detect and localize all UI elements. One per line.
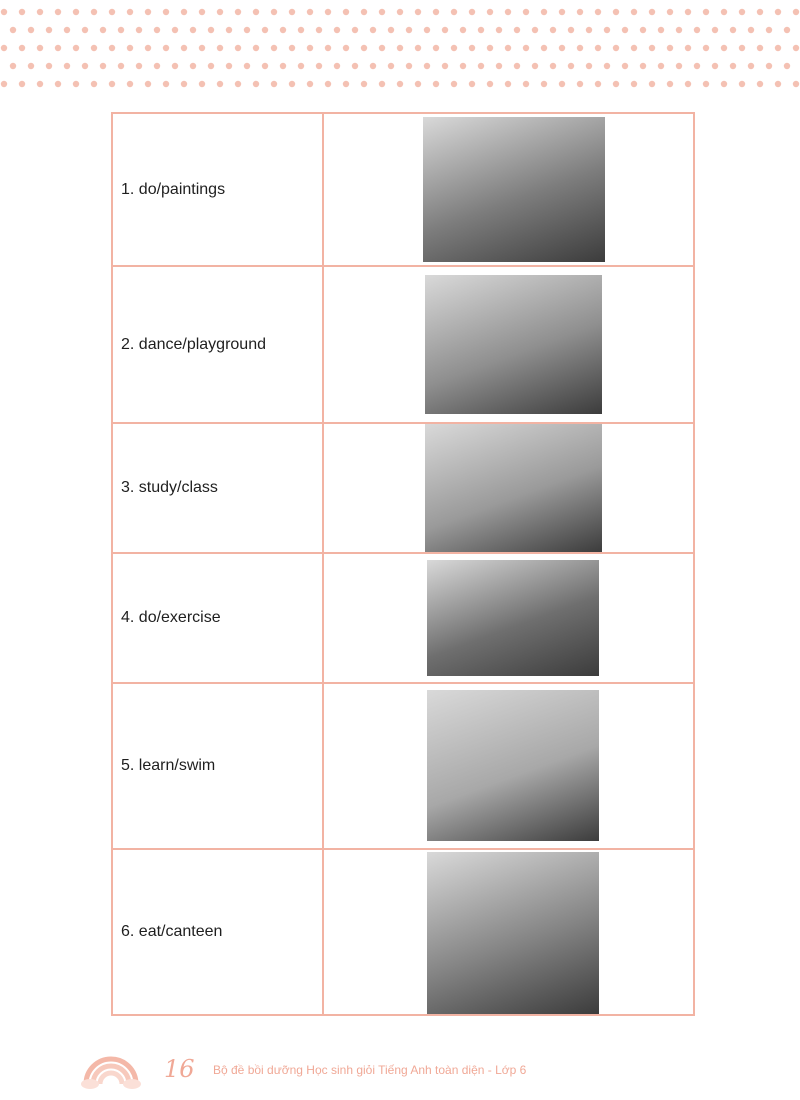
decorative-dot [19, 45, 25, 51]
decorative-dot [667, 81, 673, 87]
decorative-dot [10, 63, 16, 69]
decorative-dot [433, 9, 439, 15]
decorative-dot [766, 27, 772, 33]
photo-cell [323, 553, 694, 683]
decorative-dot [415, 81, 421, 87]
decorative-dot [379, 9, 385, 15]
decorative-dot [595, 81, 601, 87]
decorative-dot [523, 9, 529, 15]
decorative-dot [613, 81, 619, 87]
decorative-dot [586, 63, 592, 69]
decorative-dot [199, 81, 205, 87]
decorative-dot [109, 9, 115, 15]
decorative-dot [325, 45, 331, 51]
decorative-dot [361, 9, 367, 15]
decorative-dot [505, 9, 511, 15]
decorative-dot [523, 81, 529, 87]
decorative-dot [748, 27, 754, 33]
decorative-dot [127, 9, 133, 15]
exercise-label: 4. do/exercise [112, 553, 323, 683]
decorative-dot [424, 63, 430, 69]
decorative-dot [154, 63, 160, 69]
decorative-dot [289, 81, 295, 87]
decorative-dot [739, 45, 745, 51]
decorative-dot [739, 81, 745, 87]
decorative-dot [217, 45, 223, 51]
decorative-dot [721, 9, 727, 15]
decorative-dot [181, 9, 187, 15]
decorative-dot [235, 81, 241, 87]
decorative-dot [208, 27, 214, 33]
table-row [112, 113, 694, 266]
decorative-dot [649, 81, 655, 87]
decorative-dot [397, 45, 403, 51]
decorative-dot [19, 9, 25, 15]
decorative-dot [406, 63, 412, 69]
decorative-dot [640, 27, 646, 33]
decorative-dot [163, 9, 169, 15]
decorative-dot [793, 9, 799, 15]
decorative-dot [550, 63, 556, 69]
decorative-dot [10, 27, 16, 33]
rainbow-icon [80, 1040, 142, 1090]
decorative-dot [478, 63, 484, 69]
photo-cell [323, 423, 694, 553]
decorative-dot [271, 9, 277, 15]
decorative-dot [685, 45, 691, 51]
decorative-dot [298, 63, 304, 69]
decorative-dot [442, 27, 448, 33]
photo-cell [323, 113, 694, 266]
decorative-dot [694, 63, 700, 69]
decorative-dot [370, 27, 376, 33]
photo-cell [323, 683, 694, 849]
decorative-dot [343, 45, 349, 51]
decorative-dot [37, 45, 43, 51]
decorative-dot [496, 27, 502, 33]
decorative-dot [568, 27, 574, 33]
decorative-dot [703, 81, 709, 87]
decorative-dot [784, 63, 790, 69]
decorative-dot [559, 81, 565, 87]
photo-cell [323, 849, 694, 1015]
decorative-dot [289, 45, 295, 51]
decorative-dot [118, 27, 124, 33]
decorative-dot [343, 81, 349, 87]
page-number: 16 [164, 1055, 195, 1083]
decorative-dot [667, 9, 673, 15]
decorative-dot [568, 63, 574, 69]
decorative-dot [577, 81, 583, 87]
decorative-dot [37, 9, 43, 15]
decorative-dot [595, 45, 601, 51]
decorative-dot [64, 27, 70, 33]
decorative-dot [19, 81, 25, 87]
decorative-dot [73, 45, 79, 51]
decorative-dot [136, 63, 142, 69]
decorative-dot [487, 9, 493, 15]
decorative-dot [793, 81, 799, 87]
decorative-dot [514, 27, 520, 33]
decorative-dot [451, 45, 457, 51]
decorative-dot [307, 81, 313, 87]
decorative-dot [325, 81, 331, 87]
decorative-dot [631, 81, 637, 87]
decorative-dot [685, 9, 691, 15]
decorative-dot [451, 81, 457, 87]
decorative-dot [541, 9, 547, 15]
decorative-dot [73, 9, 79, 15]
table-row [112, 683, 694, 849]
decorative-dot [631, 9, 637, 15]
decorative-dot [640, 63, 646, 69]
decorative-dot [244, 63, 250, 69]
decorative-dot [775, 45, 781, 51]
decorative-dot [613, 45, 619, 51]
decorative-dot [361, 45, 367, 51]
decorative-dot [712, 63, 718, 69]
decorative-dot [154, 27, 160, 33]
decorative-dot [676, 27, 682, 33]
decorative-dot [217, 81, 223, 87]
decorative-dot [577, 45, 583, 51]
footer-book-title: Bộ đề bồi dưỡng Học sinh giỏi Tiếng Anh toàn diện - Lớp 6 [213, 1063, 527, 1077]
decorative-dot [172, 27, 178, 33]
decorative-dot [721, 81, 727, 87]
decorative-dot [514, 63, 520, 69]
decorative-dot [289, 9, 295, 15]
decorative-dot [532, 63, 538, 69]
decorative-dot [658, 27, 664, 33]
photo-students-painting-mural [423, 117, 605, 262]
decorative-dot [307, 9, 313, 15]
decorative-dot [703, 45, 709, 51]
decorative-dot [703, 9, 709, 15]
decorative-dot [595, 9, 601, 15]
exercise-label: 3. study/class [112, 423, 323, 553]
decorative-dot [181, 45, 187, 51]
decorative-dot [298, 27, 304, 33]
decorative-dot [262, 63, 268, 69]
decorative-dot [559, 9, 565, 15]
decorative-dot [622, 63, 628, 69]
decorative-dot [100, 27, 106, 33]
decorative-dot [46, 63, 52, 69]
decorative-dot [433, 45, 439, 51]
exercise-label: 2. dance/playground [112, 266, 323, 423]
decorative-dot [532, 27, 538, 33]
decorative-dot [334, 63, 340, 69]
decorative-dot [388, 27, 394, 33]
dotted-header-band [0, 0, 800, 92]
decorative-dot [334, 27, 340, 33]
decorative-dot [217, 9, 223, 15]
decorative-dot [685, 81, 691, 87]
decorative-dot [91, 45, 97, 51]
decorative-dot [181, 81, 187, 87]
decorative-dot [667, 45, 673, 51]
exercise-table [111, 112, 695, 1016]
decorative-dot [316, 27, 322, 33]
decorative-dot [586, 27, 592, 33]
decorative-dot [1, 81, 7, 87]
decorative-dot [775, 9, 781, 15]
decorative-dot [622, 27, 628, 33]
decorative-dot [757, 9, 763, 15]
decorative-dot [163, 45, 169, 51]
decorative-dot [190, 63, 196, 69]
decorative-dot [721, 45, 727, 51]
decorative-dot [100, 63, 106, 69]
exercise-label: 1. do/paintings [112, 113, 323, 266]
decorative-dot [757, 45, 763, 51]
photo-canteen [427, 852, 599, 1014]
decorative-dot [505, 45, 511, 51]
decorative-dot [55, 81, 61, 87]
decorative-dot [1, 45, 7, 51]
decorative-dot [280, 63, 286, 69]
decorative-dot [541, 45, 547, 51]
table-row [112, 423, 694, 553]
decorative-dot [793, 45, 799, 51]
decorative-dot [91, 81, 97, 87]
decorative-dot [280, 27, 286, 33]
decorative-dot [388, 63, 394, 69]
decorative-dot [271, 81, 277, 87]
decorative-dot [145, 81, 151, 87]
decorative-dot [550, 27, 556, 33]
decorative-dot [82, 63, 88, 69]
decorative-dot [1, 9, 7, 15]
photo-swimming-pool [427, 690, 599, 841]
decorative-dot [136, 27, 142, 33]
decorative-dot [451, 9, 457, 15]
photo-classroom [425, 424, 602, 552]
decorative-dot [379, 45, 385, 51]
decorative-dot [784, 27, 790, 33]
decorative-dot [460, 63, 466, 69]
decorative-dot [757, 81, 763, 87]
decorative-dot [145, 9, 151, 15]
decorative-dot [55, 45, 61, 51]
decorative-dot [235, 9, 241, 15]
decorative-dot [613, 9, 619, 15]
decorative-dot [469, 81, 475, 87]
decorative-dot [145, 45, 151, 51]
decorative-dot [253, 81, 259, 87]
decorative-dot [397, 81, 403, 87]
decorative-dot [415, 45, 421, 51]
decorative-dot [424, 27, 430, 33]
decorative-dot [172, 63, 178, 69]
decorative-dot [415, 9, 421, 15]
decorative-dot [478, 27, 484, 33]
decorative-dot [604, 27, 610, 33]
decorative-dot [406, 27, 412, 33]
decorative-dot [496, 63, 502, 69]
decorative-dot [352, 63, 358, 69]
decorative-dot [316, 63, 322, 69]
photo-outdoor-exercise [427, 560, 599, 676]
decorative-dot [307, 45, 313, 51]
decorative-dot [487, 81, 493, 87]
decorative-dot [28, 27, 34, 33]
decorative-dot [91, 9, 97, 15]
decorative-dot [244, 27, 250, 33]
decorative-dot [712, 27, 718, 33]
decorative-dot [442, 63, 448, 69]
decorative-dot [208, 63, 214, 69]
decorative-dot [82, 27, 88, 33]
decorative-dot [199, 45, 205, 51]
decorative-dot [676, 63, 682, 69]
table-row [112, 849, 694, 1015]
table-row [112, 266, 694, 423]
decorative-dot [748, 63, 754, 69]
decorative-dot [253, 9, 259, 15]
decorative-dot [226, 27, 232, 33]
decorative-dot [325, 9, 331, 15]
decorative-dot [127, 81, 133, 87]
decorative-dot [694, 27, 700, 33]
decorative-dot [28, 63, 34, 69]
decorative-dot [397, 9, 403, 15]
decorative-dot [487, 45, 493, 51]
decorative-dot [649, 45, 655, 51]
photo-cell [323, 266, 694, 423]
decorative-dot [199, 9, 205, 15]
exercise-label: 6. eat/canteen [112, 849, 323, 1015]
decorative-dot [649, 9, 655, 15]
decorative-dot [469, 9, 475, 15]
decorative-dot [460, 27, 466, 33]
decorative-dot [730, 27, 736, 33]
photo-group-dancing [425, 275, 602, 414]
decorative-dot [226, 63, 232, 69]
decorative-dot [505, 81, 511, 87]
table-row [112, 553, 694, 683]
decorative-dot [118, 63, 124, 69]
exercise-label: 5. learn/swim [112, 683, 323, 849]
decorative-dot [361, 81, 367, 87]
decorative-dot [127, 45, 133, 51]
decorative-dot [604, 63, 610, 69]
decorative-dot [730, 63, 736, 69]
decorative-dot [271, 45, 277, 51]
decorative-dot [343, 9, 349, 15]
decorative-dot [109, 81, 115, 87]
decorative-dot [55, 9, 61, 15]
decorative-dot [523, 45, 529, 51]
decorative-dot [190, 27, 196, 33]
decorative-dot [235, 45, 241, 51]
decorative-dot [469, 45, 475, 51]
decorative-dot [37, 81, 43, 87]
decorative-dot [73, 81, 79, 87]
decorative-dot [163, 81, 169, 87]
decorative-dot [559, 45, 565, 51]
decorative-dot [64, 63, 70, 69]
decorative-dot [370, 63, 376, 69]
decorative-dot [739, 9, 745, 15]
decorative-dot [352, 27, 358, 33]
decorative-dot [631, 45, 637, 51]
decorative-dot [46, 27, 52, 33]
decorative-dot [433, 81, 439, 87]
decorative-dot [766, 63, 772, 69]
decorative-dot [253, 45, 259, 51]
decorative-dot [658, 63, 664, 69]
decorative-dot [541, 81, 547, 87]
decorative-dot [379, 81, 385, 87]
decorative-dot [775, 81, 781, 87]
decorative-dot [577, 9, 583, 15]
decorative-dot [109, 45, 115, 51]
decorative-dot [262, 27, 268, 33]
